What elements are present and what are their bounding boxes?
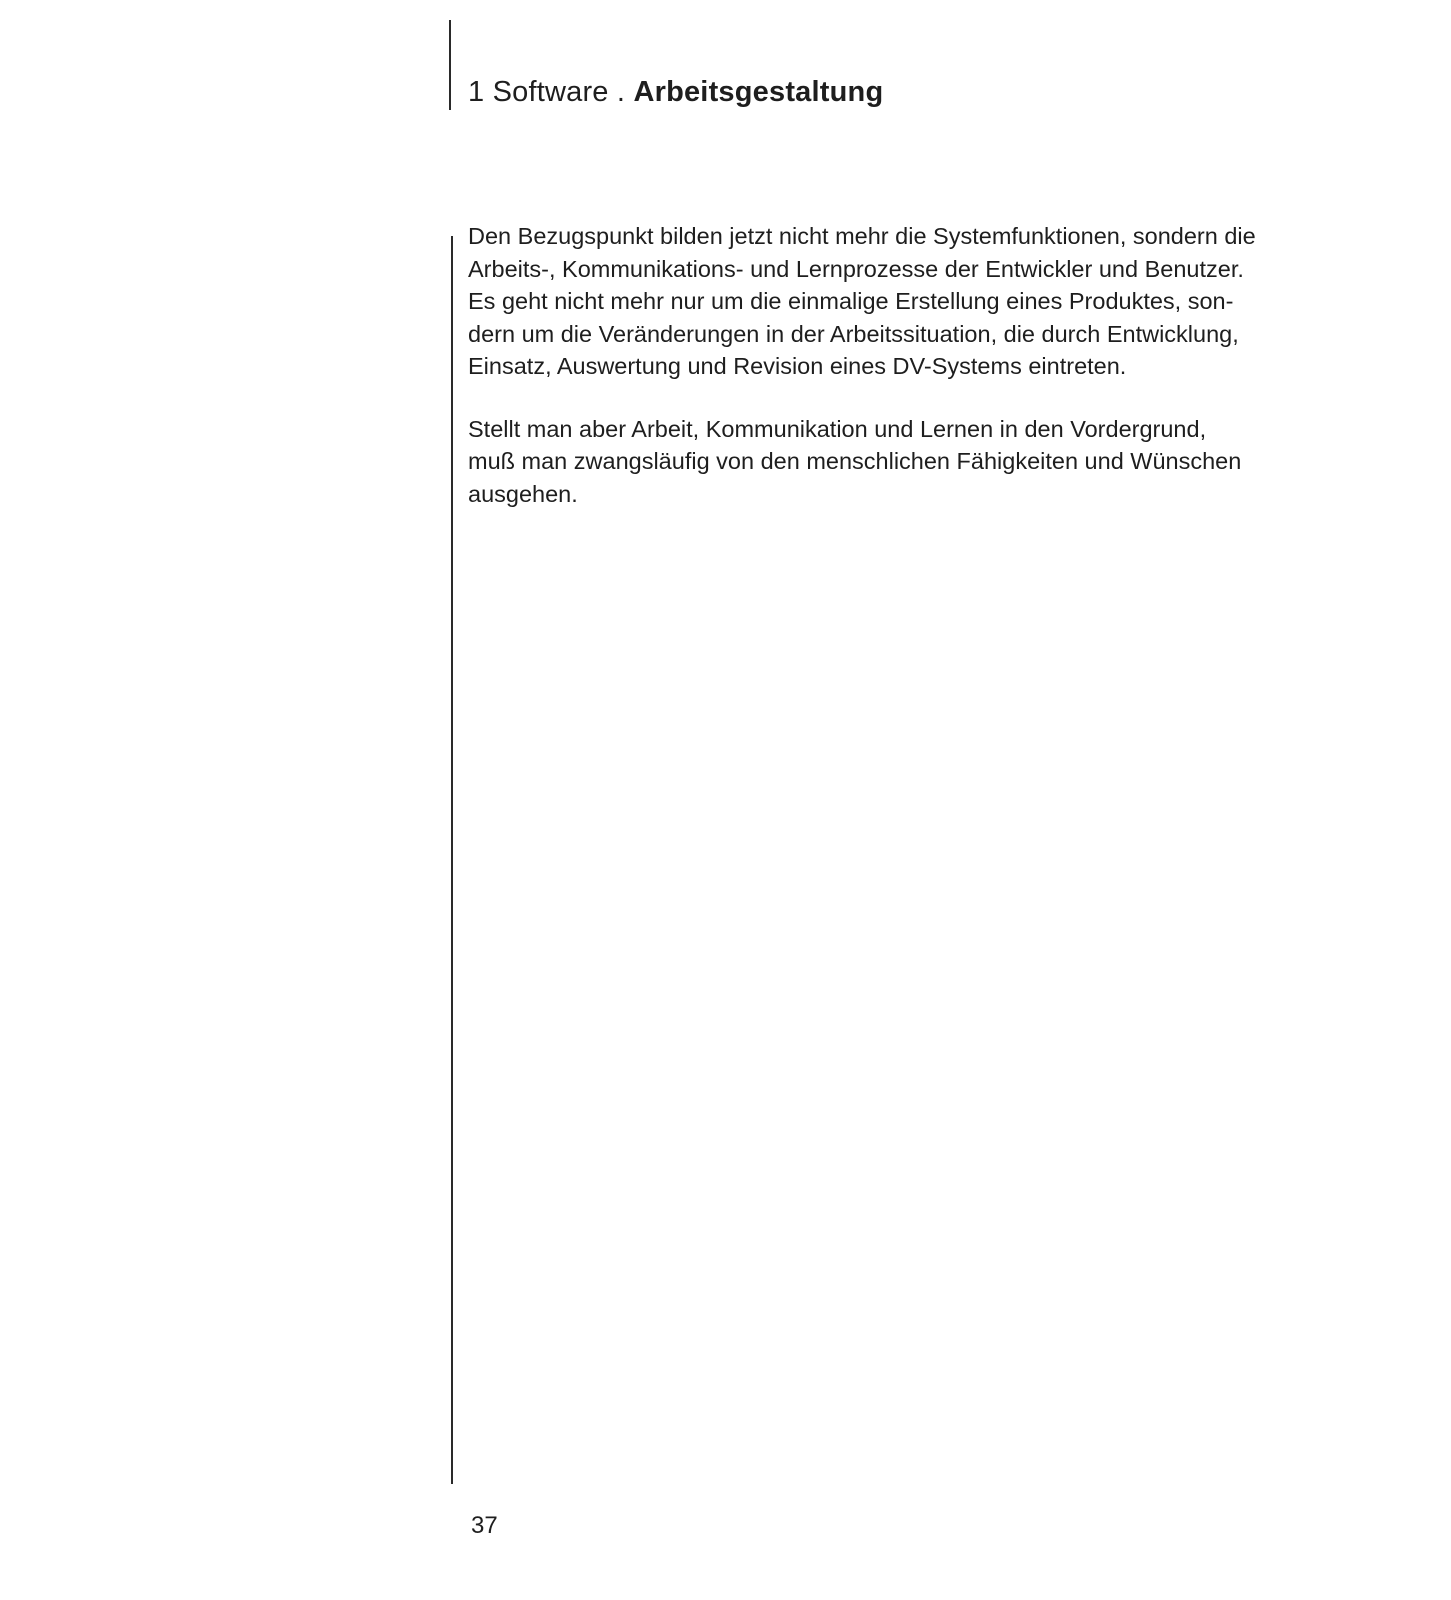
text-line: ausgehen. [468,480,578,507]
chapter-header [468,74,883,110]
text-line: Es geht nicht mehr nur um die einmalige Erstellung eines Produktes, son- [468,288,1234,314]
text-line: Arbeits-, Kommunikations- und Lernprozesse der Entwickler und Benutzer. [468,255,1244,282]
page-number: 37 [471,1512,498,1539]
chapter-label: 1 Software [468,76,609,108]
text-line: Stellt man aber Arbeit, Kommunikation und Lernen in den Vordergrund, [468,415,1207,442]
text-line: muß man zwangsläufig von den menschlichen Fähigkeiten und Wünschen [468,448,1242,474]
margin-rule-main [451,236,453,1484]
chapter-title: Arbeitsgestaltung [633,76,884,108]
chapter-separator: . [616,76,626,108]
text-line: dern um die Veränderungen in der Arbeitssituation, die durch Entwicklung, [468,320,1239,347]
body-text [468,220,1368,510]
paragraph-1 [468,220,1368,383]
paragraph-2 [468,413,1368,511]
text-line: Den Bezugspunkt bilden jetzt nicht mehr die Systemfunktionen, sondern die [468,223,1256,249]
text-line: Einsatz, Auswertung und Revision eines DV-Systems eintreten. [468,353,1127,379]
margin-rule-top [449,20,451,110]
